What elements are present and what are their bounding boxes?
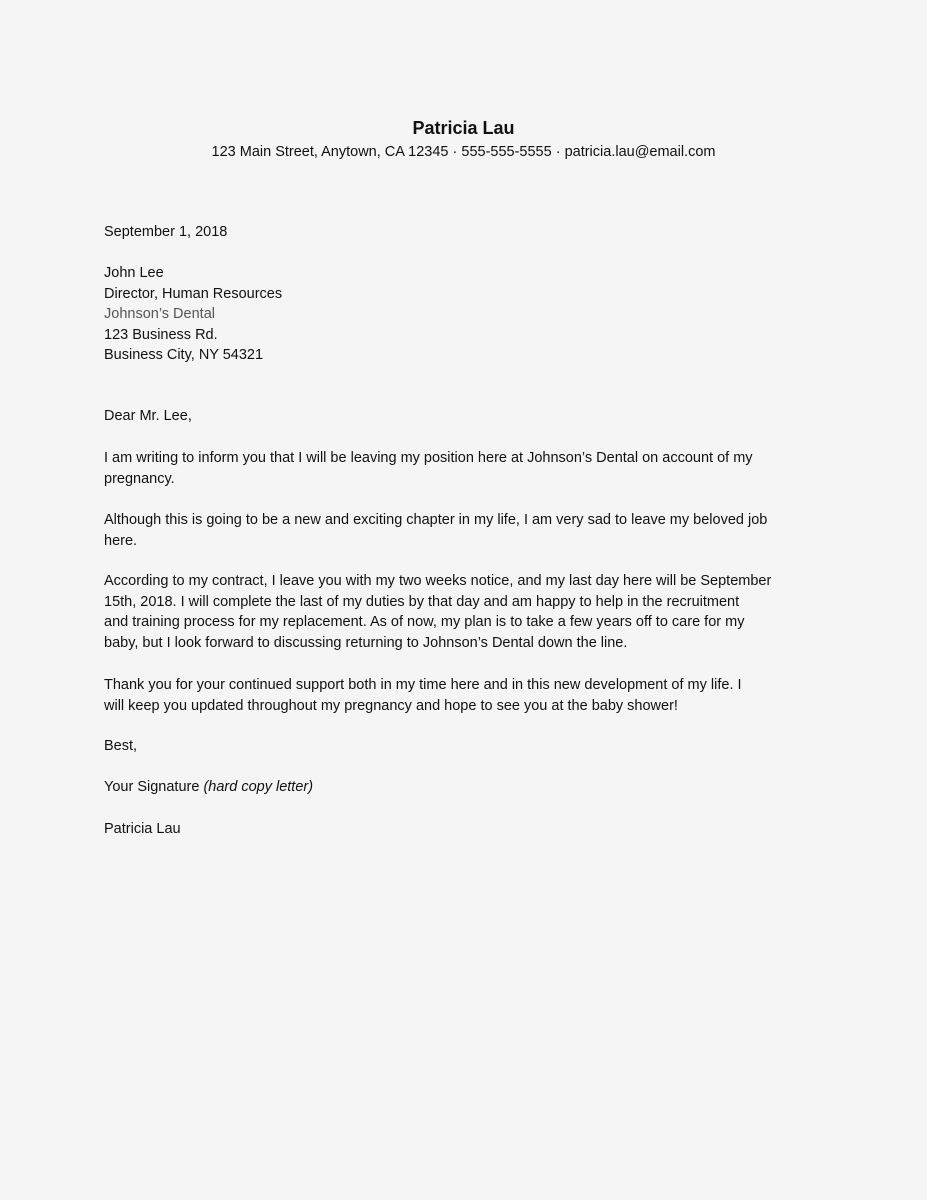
salutation	[104, 406, 824, 427]
paragraph-line: According to my contract, I leave you with my two weeks notice, and my last day here will be September	[104, 573, 772, 589]
paragraph-line: 15th, 2018. I will complete the last of my duties by that day and am happy to help in the recruitment	[104, 593, 740, 610]
signoff	[104, 819, 824, 840]
salutation-text: Dear Mr. Lee,	[104, 408, 192, 424]
sender-contact: 123 Main Street, Anytown, CA 12345 · 555-555-5555 · patricia.lau@email.com	[211, 144, 716, 160]
signature-line	[104, 777, 824, 798]
paragraph-2	[104, 510, 824, 551]
recipient-name: John Lee	[104, 265, 164, 281]
signature-block	[104, 777, 824, 798]
paragraph-line: Thank you for your continued support both in my time here and in this new development of my life. I	[104, 677, 742, 693]
paragraph-line: I am writing to inform you that I will be leaving my position here at Johnson’s Dental on account of my	[104, 450, 753, 466]
paragraph-line: and training process for my replacement. As of now, my plan is to take a few years off to care for my	[104, 614, 745, 630]
paragraph-1	[104, 448, 824, 489]
paragraph-line: here.	[104, 532, 138, 549]
recipient-company: Johnson’s Dental	[104, 306, 215, 322]
sender-name: Patricia Lau	[412, 118, 515, 138]
closing-text: Best,	[104, 738, 138, 754]
signature-note: (hard copy letter)	[203, 779, 314, 795]
signature-label: Your Signature	[104, 779, 200, 795]
letter-header	[0, 116, 927, 163]
paragraph-line: baby, but I look forward to discussing returning to Johnson’s Dental down the line.	[104, 634, 628, 651]
closing	[104, 736, 824, 757]
recipient-city: Business City, NY 54321	[104, 347, 264, 363]
paragraph-4	[104, 675, 824, 716]
paragraph-line: will keep you updated throughout my pregnancy and hope to see you at the baby shower!	[104, 697, 678, 714]
paragraph-3	[104, 571, 824, 653]
paragraph-line: pregnancy.	[104, 470, 175, 487]
letter-date	[104, 222, 824, 243]
recipient-street: 123 Business Rd.	[104, 326, 218, 343]
signoff-name: Patricia Lau	[104, 821, 181, 837]
recipient-title: Director, Human Resources	[104, 285, 283, 302]
date-text: September 1, 2018	[104, 224, 228, 240]
recipient-block	[104, 263, 824, 366]
paragraph-line: Although this is going to be a new and exciting chapter in my life, I am very sad to leave my beloved job	[104, 512, 768, 528]
